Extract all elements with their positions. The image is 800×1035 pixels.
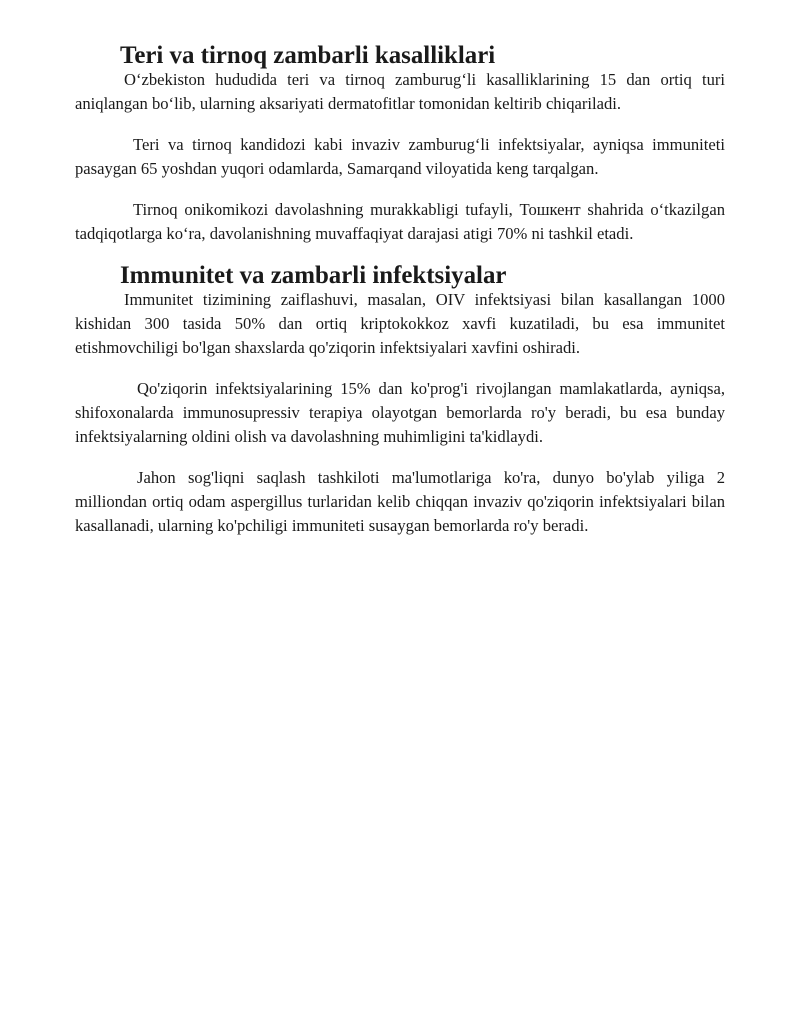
- paragraph-spacer: [75, 116, 725, 133]
- paragraph-spacer: [75, 181, 725, 198]
- paragraph: Teri va tirnoq kandidozi kabi invaziv zamburug‘li infektsiyalar, ayniqsa immuniteti pasaygan 65 yoshdan yuqori odamlarda, Samarqand viloyatida keng tarqalgan.: [75, 135, 725, 178]
- paragraph: Immunitet tizimining zaiflashuvi, masalan, OIV infektsiyasi bilan kasallangan 1000 kishidan 300 tasida 50% dan ortiq kriptokokkoz xavfi kuzatiladi, bu esa immunitet etishmovchiligi bo'lgan shaxslarda qo'ziqorin infektsiyalari xavfini oshiradi.: [75, 290, 725, 357]
- paragraph-spacer: [75, 360, 725, 377]
- paragraph: Qo'ziqorin infektsiyalarining 15% dan ko'prog'i rivojlangan mamlakatlarda, ayniqsa, shifoxonalarda immunosupressiv terapiya olayotgan bemorlarda ro'y beradi, bu esa bunday infektsiyalarning oldini olish va davolashning muhimligini ta'kidlaydi.: [75, 379, 725, 446]
- paragraph: O‘zbekiston hududida teri va tirnoq zamburug‘li kasalliklarining 15 dan ortiq turi aniqlangan bo‘lib, ularning aksariyati dermatofitlar tomonidan keltirib chiqariladi.: [75, 70, 725, 113]
- section-heading-immunity: Immunitet va zambarli infektsiyalar: [120, 262, 507, 289]
- paragraph-spacer: [75, 449, 725, 466]
- paragraph: Tirnoq onikomikozi davolashning murakkabligi tufayli, Тошкент shahrida o‘tkazilgan tadqiqotlarga ko‘ra, davolanishning muvaffaqiyat darajasi atigi 70% ni tashkil etadi.: [75, 200, 725, 243]
- section-heading-skin-nail: Teri va tirnoq zambarli kasalliklari: [120, 42, 496, 69]
- document-page: [75, 44, 725, 538]
- paragraph: Jahon sog'liqni saqlash tashkiloti ma'lumotlariga ko'ra, dunyo bo'ylab yiliga 2 milliondan ortiq odam aspergillus turlaridan kelib chiqqan invaziv qo'ziqorin infektsiyalari bilan kasallanadi, ularning ko'pchiligi immuniteti susaygan bemorlarda ro'y beradi.: [75, 468, 725, 535]
